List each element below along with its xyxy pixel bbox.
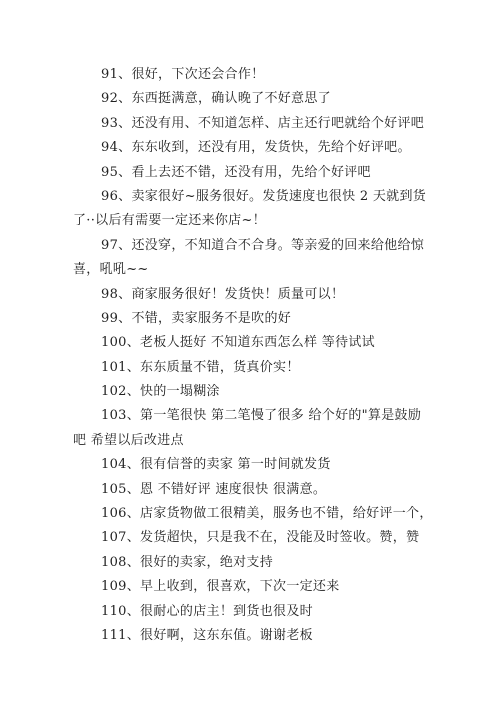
review-line-94: 94、东东收到，还没有用，发货快，先给个好评吧。 — [101, 140, 411, 156]
review-line-98: 98、商家服务很好！发货快！质量可以！ — [101, 286, 345, 302]
review-line-93: 93、还没有用、不知道怎样、店主还行吧就给个好评吧 — [101, 115, 425, 131]
review-line-97: 97、还没穿，不知道合不合身。等亲爱的回来给他给惊 — [101, 237, 425, 253]
review-line-110: 110、很耐心的店主！到货也很及时 — [101, 603, 313, 619]
review-line-111: 111、很好啊，这东东值。谢谢老板 — [101, 627, 313, 643]
review-line-97-continued: 喜，吼吼~~ — [73, 262, 149, 278]
review-line-91: 91、很好，下次还会合作！ — [101, 67, 265, 82]
review-line-105: 105、恩 不错好评 速度很快 很满意。 — [101, 481, 327, 497]
review-line-106: 106、店家货物做工很精美，服务也不错，给好评一个， — [101, 506, 433, 522]
review-line-107: 107、发货超快，只是我不在，没能及时签收。赞，赞 — [101, 530, 420, 546]
review-line-104: 104、很有信誉的卖家 第一时间就发货 — [101, 457, 331, 473]
document-body — [73, 63, 433, 648]
review-line-95: 95、看上去还不错，还没有用，先给个好评吧 — [101, 164, 371, 180]
review-line-99: 99、不错，卖家服务不是吹的好 — [101, 310, 292, 326]
review-line-96-continued: 了··以后有需要一定还来你店~！ — [73, 213, 266, 229]
review-line-96: 96、卖家很好~服务很好。发货速度也很快 2 天就到货 — [101, 188, 427, 204]
review-line-92: 92、东西挺满意，确认晚了不好意思了 — [101, 91, 331, 107]
review-line-109: 109、早上收到，很喜欢，下次一定还来 — [101, 579, 340, 595]
review-line-108: 108、很好的卖家，绝对支持 — [101, 554, 274, 570]
review-line-101: 101、东东质量不错，货真价实！ — [101, 359, 300, 375]
review-line-100: 100、老板人挺好 不知道东西怎么样 等待试试 — [101, 335, 375, 351]
review-line-103-continued: 吧 希望以后改进点 — [73, 432, 184, 448]
review-line-102: 102、快的一塌糊涂 — [101, 384, 220, 400]
review-line-103: 103、第一笔很快 第二笔慢了很多 给个好的"算是鼓励 — [101, 408, 422, 424]
